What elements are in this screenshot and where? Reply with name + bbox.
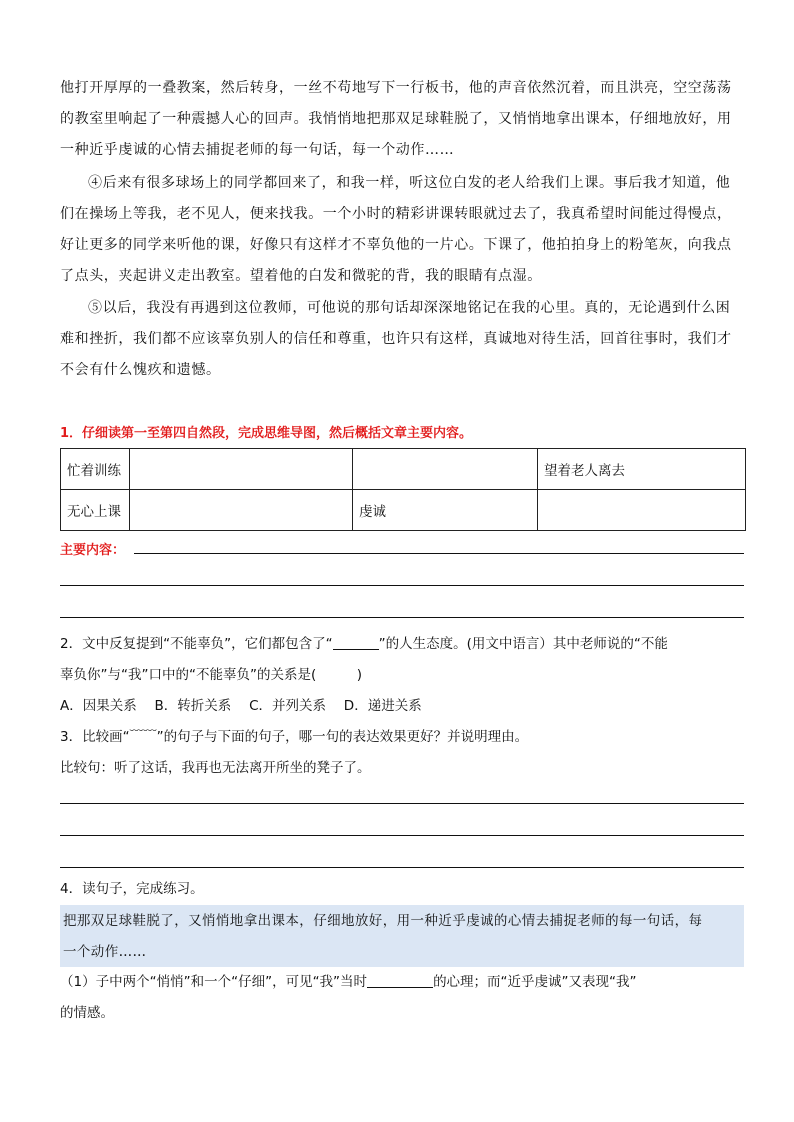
- passage-line: 了点头，夹起讲义走出教室。望着他的白发和微驼的背，我的眼睛有点湿。: [60, 268, 542, 284]
- question-2-options: A．因果关系 B．转折关系 C．并列关系 D．递进关系: [60, 698, 422, 714]
- answer-cell[interactable]: [538, 490, 746, 531]
- answer-cell[interactable]: [130, 449, 353, 490]
- answer-line[interactable]: [60, 867, 744, 868]
- question-text: 2．文中反复提到“不能辜负”，它们都包含了“: [60, 636, 333, 652]
- question-text: （1）子中两个“悄悄”和一个“仔细”，可见“我”当时: [60, 974, 368, 990]
- quote-line: 把那双足球鞋脱了，又悄悄地拿出课本，仔细地放好，用一种近乎虔诚的心情去捕捉老师的每一句话，每: [63, 913, 703, 929]
- question-text: ”的人生态度。(用文中语言）其中老师说的“不能: [378, 636, 668, 652]
- passage-paragraph-4: [60, 168, 748, 292]
- answer-line[interactable]: [60, 803, 744, 804]
- quoted-sentence: [63, 906, 743, 968]
- quote-line: 一个动作……: [63, 944, 147, 960]
- passage-line: 难和挫折，我们都不应该辜负别人的信任和尊重，也许只有这样，真诚地对待生活，回首往事时，我们才: [60, 331, 732, 347]
- question-3-line: 3．比较画“﹋﹋”的句子与下面的句子，哪一句的表达效果更好？并说明理由。: [60, 729, 529, 745]
- question-2-line: 辜负你”与“我”口中的“不能辜负”的关系是( ): [60, 667, 363, 683]
- answer-line[interactable]: [60, 617, 744, 618]
- table-cell: 忙着训练: [61, 449, 130, 490]
- answer-line[interactable]: [60, 835, 744, 836]
- answer-blank[interactable]: [367, 973, 433, 988]
- passage-line: 好让更多的同学来听他的课，好像只有这样才不辜负他的一片心。下课了，他拍拍身上的粉笔灰，向我点: [60, 237, 732, 253]
- passage-paragraph-5: [60, 293, 748, 386]
- answer-line[interactable]: [60, 585, 744, 586]
- passage-line: ⑤以后，我没有再遇到这位教师，可他说的那句话却深深地铭记在我的心里。真的，无论遇到什么困: [88, 300, 731, 316]
- question-1-prompt: 1．仔细读第一至第四自然段，完成思维导图，然后概括文章主要内容。: [60, 426, 473, 441]
- question-4-line: 的情感。: [60, 1005, 114, 1021]
- summary-label: 主要内容：: [60, 543, 126, 558]
- passage-line: 们在操场上等我，老不见人，便来找我。一个小时的精彩讲课转眼就过去了，我真希望时间能过得慢点，: [60, 206, 732, 222]
- table-cell: 无心上课: [61, 490, 130, 531]
- passage-line: 不会有什么愧疚和遗憾。: [60, 362, 221, 378]
- answer-line[interactable]: [134, 553, 744, 554]
- question-4-line: [60, 967, 750, 998]
- table-row: [61, 449, 746, 490]
- question-2: [60, 629, 750, 722]
- mind-map-table: [60, 448, 746, 531]
- passage-line: ④后来有很多球场上的同学都回来了，和我一样，听这位白发的老人给我们上课。事后我才知道，他: [88, 175, 731, 191]
- question-3: [60, 722, 750, 784]
- question-4-title: 4．读句子，完成练习。: [60, 881, 204, 897]
- passage-line: 一种近乎虔诚的心情去捕捉老师的每一句话，每一个动作……: [60, 142, 455, 158]
- question-4-sub-1: [60, 967, 750, 1029]
- passage-paragraph-3: [60, 73, 748, 166]
- passage-line: 的教室里响起了一种震撼人心的回声。我悄悄地把那双足球鞋脱了，又悄悄地拿出课本，仔细地放好，用: [60, 111, 732, 127]
- table-cell: 虔诚: [353, 490, 538, 531]
- answer-blank[interactable]: [333, 635, 379, 650]
- comparison-sentence: 比较句：听了这话，我再也无法离开所坐的凳子了。: [60, 760, 371, 776]
- table-cell: 望着老人离去: [538, 449, 746, 490]
- question-2-line: [60, 629, 750, 660]
- table-row: [61, 490, 746, 531]
- answer-cell[interactable]: [130, 490, 353, 531]
- question-text: 的心理；而“近乎虔诚”又表现“我”: [433, 974, 637, 990]
- passage-line: 他打开厚厚的一叠教案，然后转身，一丝不苟地写下一行板书，他的声音依然沉着，而且洪亮，空空荡荡: [60, 80, 732, 96]
- answer-cell[interactable]: [353, 449, 538, 490]
